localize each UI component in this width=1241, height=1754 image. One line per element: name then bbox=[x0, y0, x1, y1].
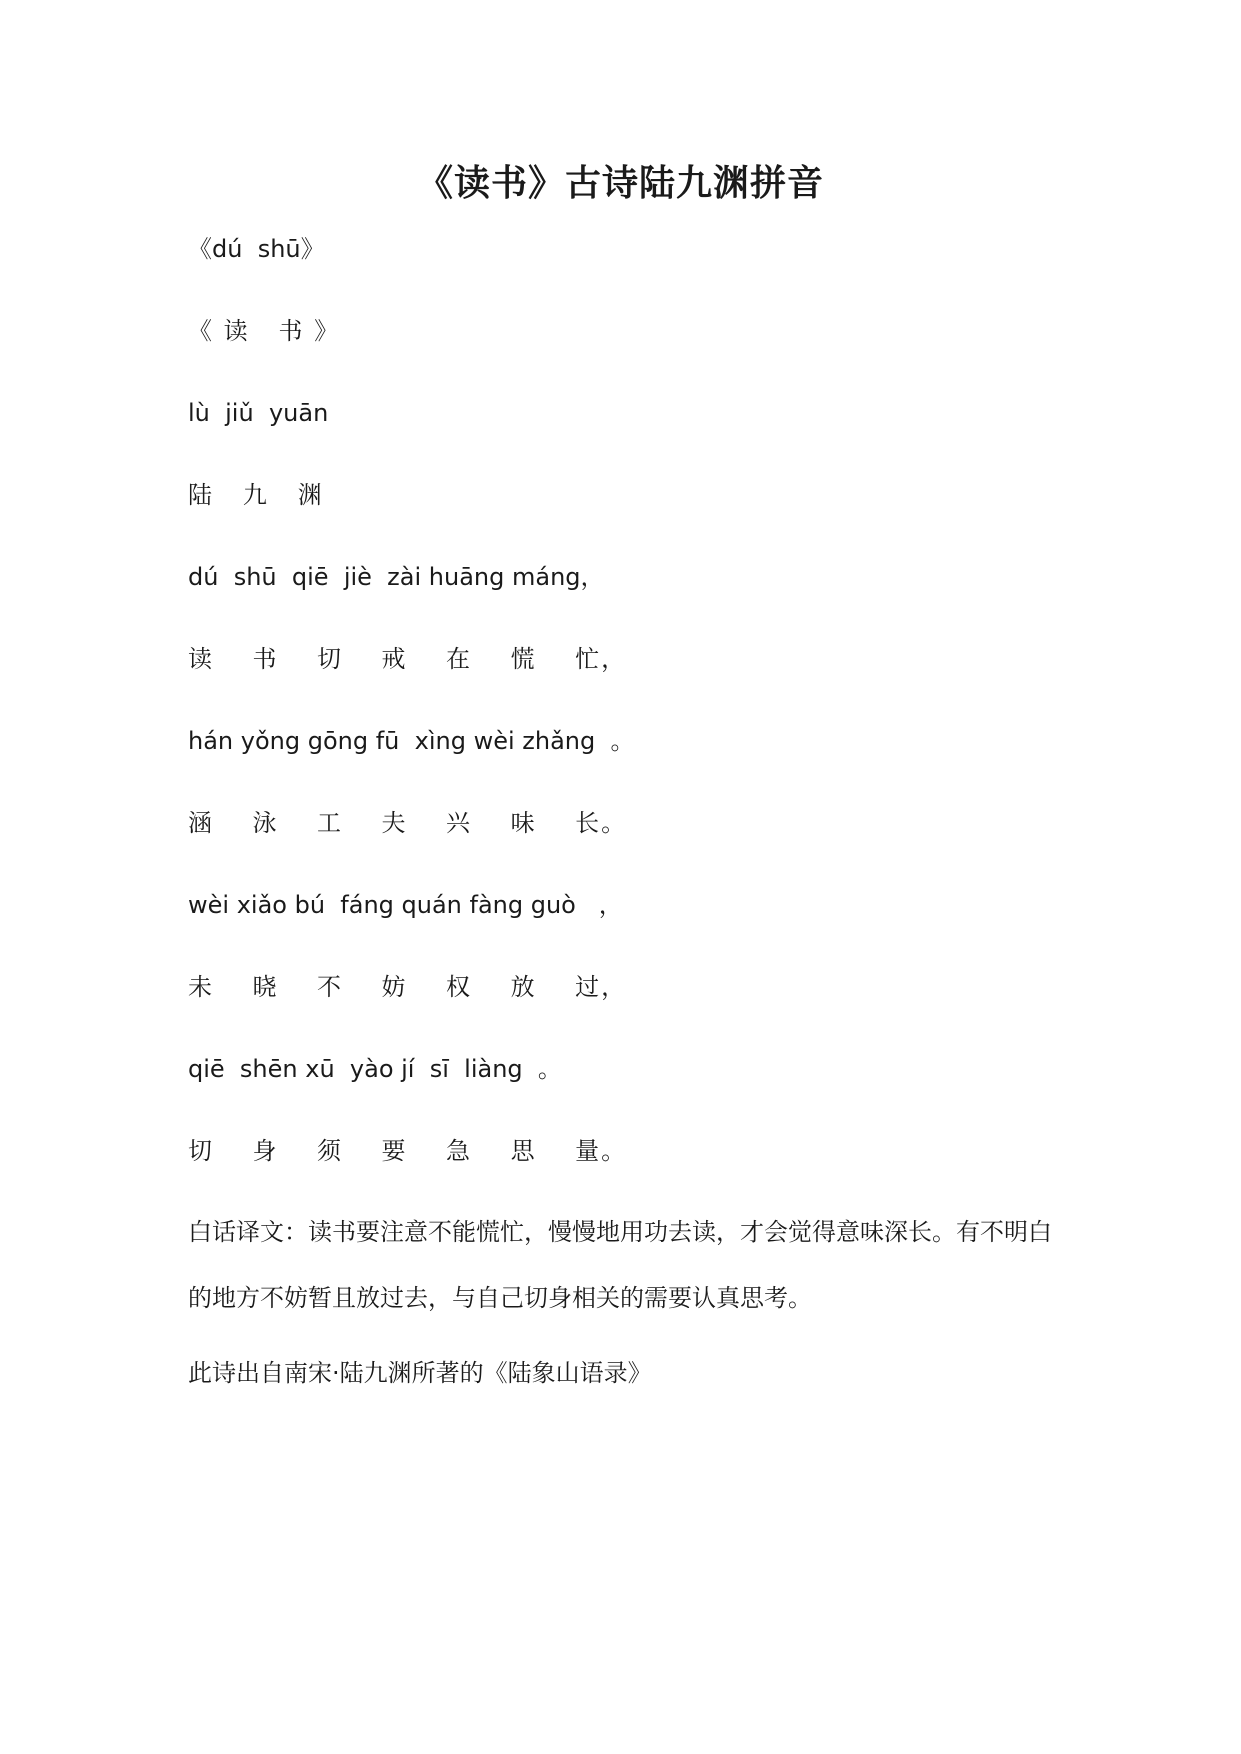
document-title: 《读书》古诗陆九渊拼音 bbox=[416, 162, 824, 204]
verse-3-hanzi: 未 晓 不 妨 权 放 过， bbox=[188, 973, 628, 1001]
verse-3-pinyin: wèi xiǎo bú fáng quán fàng guò ， bbox=[188, 891, 623, 919]
poem-title-pinyin: 《dú shū》 bbox=[188, 235, 325, 263]
verse-4-hanzi: 切 身 须 要 急 思 量。 bbox=[188, 1137, 628, 1165]
poem-title-hanzi: 《 读 书 》 bbox=[188, 317, 341, 345]
translation-paragraph: 白话译文：读书要注意不能慌忙，慢慢地用功去读，才会觉得意味深长。有不明白的地方不妨暂且放过去，与自己切身相关的需要认真思考。 bbox=[188, 1218, 1052, 1312]
verse-4-pinyin: qiē shēn xū yào jí sī liàng 。 bbox=[188, 1055, 562, 1083]
verse-2-hanzi: 涵 泳 工 夫 兴 味 长。 bbox=[188, 809, 628, 837]
verse-1-hanzi: 读 书 切 戒 在 慌 忙， bbox=[188, 645, 628, 673]
verse-2-pinyin: hán yǒng gōng fū xìng wèi zhǎng 。 bbox=[188, 727, 635, 755]
author-hanzi: 陆 九 渊 bbox=[188, 481, 324, 509]
verse-1-pinyin: dú shū qiē jiè zài huāng máng， bbox=[188, 563, 605, 591]
source-note: 此诗出自南宋·陆九渊所著的《陆象山语录》 bbox=[188, 1359, 652, 1387]
author-pinyin: lù jiǔ yuān bbox=[188, 399, 329, 427]
